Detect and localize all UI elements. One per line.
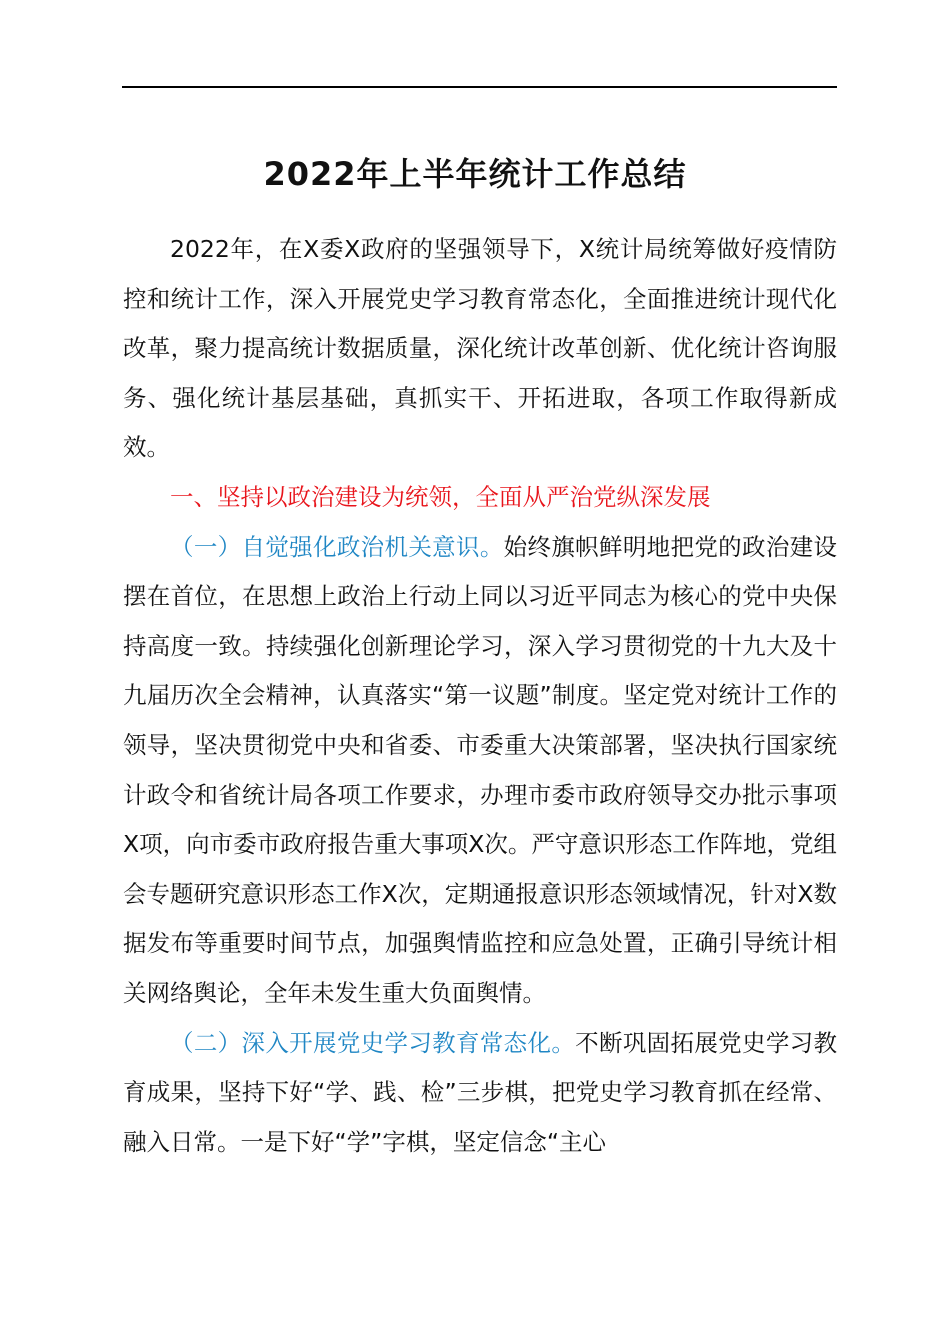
page-title: 2022年上半年统计工作总结 — [263, 155, 687, 193]
subsection-2-heading: （二）深入开展党史学习教育常态化。 — [170, 1028, 576, 1057]
subsection-1-heading: （一）自觉强化政治机关意识。 — [170, 532, 504, 561]
header-rule — [122, 86, 837, 88]
document-body — [123, 225, 837, 1167]
section-heading: 一、坚持以政治建设为统领，全面从严治党纵深发展 — [170, 482, 711, 511]
intro-paragraph: 2022年，在X委X政府的坚强领导下，X统计局统筹做好疫情防控和统计工作，深入开展党史学习教育常态化，全面推进统计现代化改革，聚力提高统计数据质量，深化统计改革创新、优化统计咨询服务、强化统计基层基础，真抓实干、开拓进取，各项工作取得新成效。 — [123, 235, 837, 462]
subsection-1-text: 始终旗帜鲜明地把党的政治建设摆在首位，在思想上政治上行动上同以习近平同志为核心的党中央保持高度一致。持续强化创新理论学习，深入学习贯彻党的十九大及十九届历次全会精神，认真落实“第一议题”制度。坚定党对统计工作的领导，坚决贯彻党中央和省委、市委重大决策部署，坚决执行国家统计政令和省统计局各项工作要求，办理市委市政府领导交办批示事项X项，向市委市政府报告重大事项X次。严守意识形态工作阵地，党组会专题研究意识形态工作X次，定期通报意识形态领域情况，针对X数据发布等重要时间节点，加强舆情监控和应急处置，正确引导统计相关网络舆论，全年未发生重大负面舆情。 — [123, 532, 838, 1007]
subsection-2-paragraph — [123, 1019, 837, 1168]
subsection-1-paragraph — [123, 523, 837, 1019]
subsection-2-text: 不断巩固拓展党史学习教育成果，坚持下好“学、践、检”三步棋，把党史学习教育抓在经常、融入日常。一是下好“学”字棋，坚定信念“主心 — [123, 1028, 838, 1156]
